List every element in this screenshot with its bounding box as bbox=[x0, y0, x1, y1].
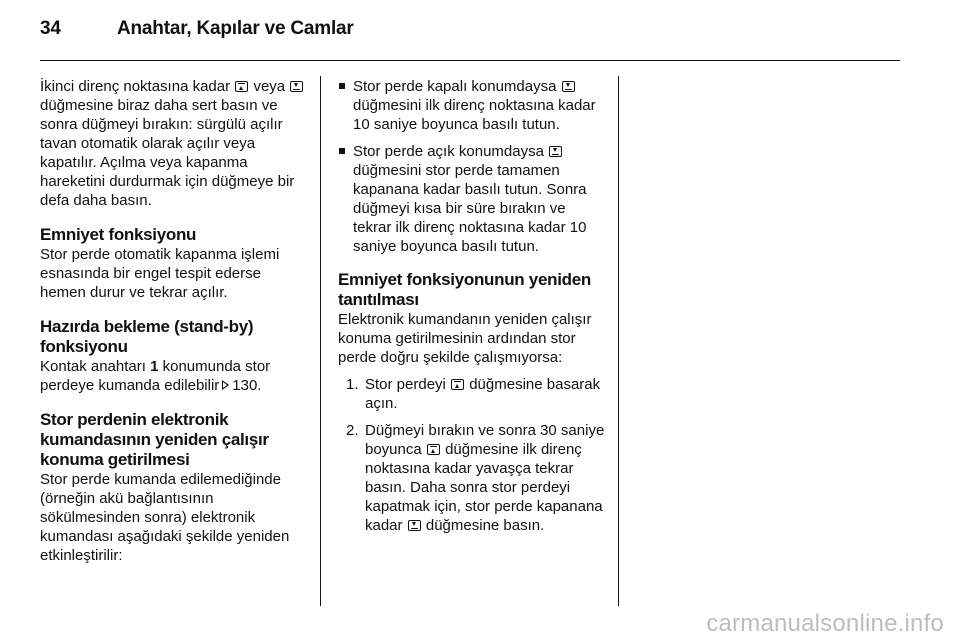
steps-list bbox=[338, 375, 606, 535]
watermark: carmanualsonline.info bbox=[706, 610, 944, 637]
intro-text-c: düğmesine biraz daha sert basın ve sonra düğmeyi bırakın: sürgülü açılır tavan otomatik olarak açılır veya kapatılır. Açılma veya kapanma hareketini durdurmak için düğmeye bir defa daha basın. bbox=[40, 97, 295, 209]
bullet-text-b: düğmesini stor perde tamamen kapanana kadar basılı tutun. Sonra düğmeyi kısa bir süre bırakın ve tekrar ilk direnç noktasına kadar 10 saniye boyunca basılı tutun. bbox=[353, 162, 587, 255]
page-number: 34 bbox=[40, 18, 61, 39]
step-text-b: düğmesine ilk direnç noktasına kadar yavaşça tekrar basın. Daha sonra stor perdeyi kapatmak için, stor perde kapanana kadar bbox=[365, 441, 603, 534]
intro-text-b: veya bbox=[253, 78, 286, 95]
open-button-icon bbox=[427, 444, 440, 455]
step-number: 1. bbox=[346, 376, 359, 393]
intro-paragraph bbox=[40, 77, 308, 210]
step-item bbox=[338, 421, 606, 535]
header-rule bbox=[40, 60, 900, 61]
page-reference-icon bbox=[222, 380, 229, 390]
close-button-icon bbox=[562, 81, 575, 92]
key-position: 1 bbox=[150, 358, 159, 375]
left-column bbox=[40, 77, 308, 580]
page-reference[interactable]: 130. bbox=[232, 377, 262, 394]
reactivation-body: Elektronik kumandanın yeniden çalışır konuma getirilmesinin ardından stor perde doğru şekilde çalışmıyorsa: bbox=[338, 311, 592, 366]
close-button-icon bbox=[408, 520, 421, 531]
close-button-icon bbox=[549, 146, 562, 157]
close-button-icon bbox=[290, 81, 303, 92]
bullet-text-b: düğmesini ilk direnç noktasına kadar 10 saniye boyunca basılı tutun. bbox=[353, 97, 596, 133]
reinit-body: Stor perde kumanda edilemediğinde (örneğin akü bağlantısının sökülmesinden sonra) elektronik kumandası aşağıdaki şekilde yeniden etkinleştirilir: bbox=[40, 471, 290, 564]
bullet-square bbox=[339, 148, 345, 154]
step-text-a: Düğmeyi bırakın ve sonra 30 saniye boyunca bbox=[365, 422, 605, 458]
right-column bbox=[338, 77, 606, 543]
column-divider-2 bbox=[618, 76, 619, 606]
step-text-a: Stor perdeyi bbox=[365, 376, 446, 393]
intro-text-a: İkinci direnç noktasına kadar bbox=[40, 78, 231, 95]
bullet-square bbox=[339, 83, 345, 89]
bullet-list bbox=[338, 77, 606, 256]
step-number: 2. bbox=[346, 422, 359, 439]
standby-body bbox=[40, 357, 308, 395]
bullet-text-a: Stor perde kapalı konumdaysa bbox=[353, 78, 557, 95]
open-button-icon bbox=[235, 81, 248, 92]
bullet-text-a: Stor perde açık konumdaysa bbox=[353, 143, 544, 160]
reactivation-heading: Emniyet fonksiyonunun yeniden tanıtılması bbox=[338, 270, 591, 309]
standby-heading: Hazırda bekleme (stand-by) fonksiyonu bbox=[40, 317, 254, 356]
bullet-item bbox=[338, 142, 606, 256]
open-button-icon bbox=[451, 379, 464, 390]
step-text-b: düğmesine basarak açın. bbox=[365, 376, 601, 412]
bullet-item bbox=[338, 77, 606, 134]
column-divider-1 bbox=[320, 76, 321, 606]
reinit-heading: Stor perdenin elektronik kumandasının yeniden çalışır konuma getirilmesi bbox=[40, 410, 269, 469]
step-text-c: düğmesine basın. bbox=[425, 517, 545, 534]
standby-text-b: konumunda stor perdeye kumanda edilebilir bbox=[40, 358, 271, 394]
step-item bbox=[338, 375, 606, 413]
safety-body: Stor perde otomatik kapanma işlemi esnasında bir engel tespit ederse hemen durur ve tekrar açılır. bbox=[40, 246, 280, 301]
standby-text-a: Kontak anahtarı bbox=[40, 358, 146, 375]
safety-heading: Emniyet fonksiyonu bbox=[40, 225, 197, 244]
page-title: Anahtar, Kapılar ve Camlar bbox=[117, 18, 354, 39]
